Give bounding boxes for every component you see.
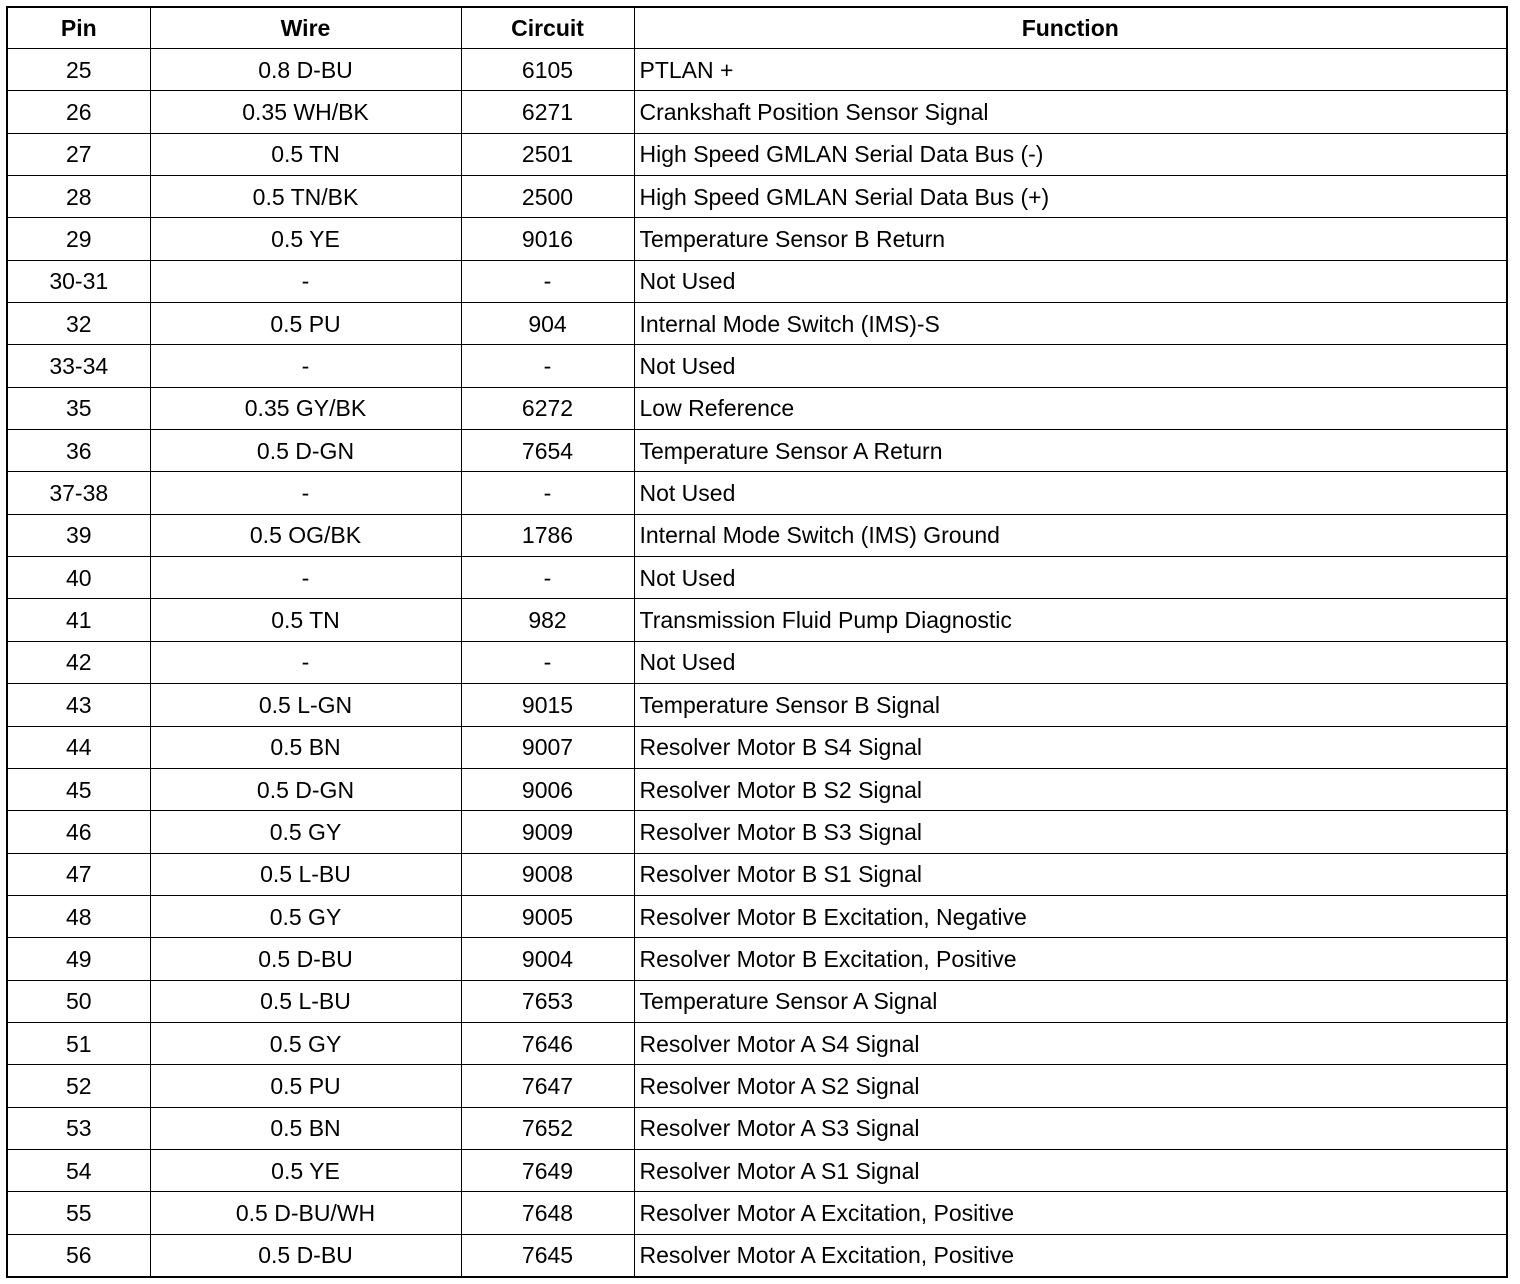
cell-pin: 52 xyxy=(8,1065,150,1107)
cell-circuit: 9009 xyxy=(461,811,634,853)
table-row xyxy=(8,1234,1506,1276)
table-row xyxy=(8,133,1506,175)
cell-function: Not Used xyxy=(634,557,1506,599)
cell-wire: - xyxy=(150,641,461,683)
cell-circuit: 9007 xyxy=(461,726,634,768)
table-row xyxy=(8,1022,1506,1064)
cell-pin: 50 xyxy=(8,980,150,1022)
cell-wire: 0.5 TN xyxy=(150,133,461,175)
cell-wire: 0.8 D-BU xyxy=(150,49,461,91)
cell-function: Temperature Sensor A Return xyxy=(634,430,1506,472)
cell-function: Resolver Motor B S1 Signal xyxy=(634,853,1506,895)
cell-function: Internal Mode Switch (IMS) Ground xyxy=(634,514,1506,556)
table-row xyxy=(8,938,1506,980)
cell-pin: 26 xyxy=(8,91,150,133)
cell-function: High Speed GMLAN Serial Data Bus (-) xyxy=(634,133,1506,175)
cell-wire: 0.5 GY xyxy=(150,1022,461,1064)
cell-wire: 0.5 GY xyxy=(150,811,461,853)
cell-pin: 29 xyxy=(8,218,150,260)
connector-pinout-table-frame xyxy=(6,6,1508,1278)
cell-wire: 0.5 BN xyxy=(150,726,461,768)
cell-function: High Speed GMLAN Serial Data Bus (+) xyxy=(634,176,1506,218)
cell-pin: 51 xyxy=(8,1022,150,1064)
cell-circuit: - xyxy=(461,345,634,387)
cell-function: Temperature Sensor A Signal xyxy=(634,980,1506,1022)
cell-circuit: 2501 xyxy=(461,133,634,175)
cell-circuit: 7645 xyxy=(461,1234,634,1276)
cell-pin: 41 xyxy=(8,599,150,641)
header-row xyxy=(8,8,1506,49)
cell-wire: 0.35 GY/BK xyxy=(150,387,461,429)
cell-wire: 0.5 TN xyxy=(150,599,461,641)
cell-pin: 46 xyxy=(8,811,150,853)
cell-circuit: 7652 xyxy=(461,1107,634,1149)
cell-wire: 0.5 D-GN xyxy=(150,430,461,472)
cell-pin: 48 xyxy=(8,895,150,937)
cell-pin: 44 xyxy=(8,726,150,768)
cell-pin: 32 xyxy=(8,303,150,345)
table-row xyxy=(8,980,1506,1022)
cell-function: Low Reference xyxy=(634,387,1506,429)
cell-function: Not Used xyxy=(634,641,1506,683)
cell-wire: 0.5 TN/BK xyxy=(150,176,461,218)
table-row xyxy=(8,345,1506,387)
cell-function: Not Used xyxy=(634,472,1506,514)
cell-pin: 56 xyxy=(8,1234,150,1276)
cell-function: Resolver Motor B Excitation, Negative xyxy=(634,895,1506,937)
cell-function: Temperature Sensor B Return xyxy=(634,218,1506,260)
table-row xyxy=(8,811,1506,853)
cell-wire: 0.5 YE xyxy=(150,218,461,260)
cell-pin: 30-31 xyxy=(8,260,150,302)
cell-pin: 47 xyxy=(8,853,150,895)
table-row xyxy=(8,599,1506,641)
cell-wire: 0.5 BN xyxy=(150,1107,461,1149)
cell-circuit: 7649 xyxy=(461,1149,634,1191)
cell-wire: 0.5 D-BU/WH xyxy=(150,1192,461,1234)
cell-pin: 40 xyxy=(8,557,150,599)
cell-circuit: 6271 xyxy=(461,91,634,133)
cell-circuit: 9004 xyxy=(461,938,634,980)
table-row xyxy=(8,303,1506,345)
table-row xyxy=(8,218,1506,260)
header-circuit: Circuit xyxy=(461,8,634,49)
cell-wire: 0.5 L-BU xyxy=(150,980,461,1022)
cell-wire: - xyxy=(150,260,461,302)
table-row xyxy=(8,49,1506,91)
cell-circuit: 9016 xyxy=(461,218,634,260)
cell-circuit: 7646 xyxy=(461,1022,634,1064)
cell-function: Crankshaft Position Sensor Signal xyxy=(634,91,1506,133)
cell-circuit: 9015 xyxy=(461,684,634,726)
header-function: Function xyxy=(634,8,1506,49)
cell-circuit: 1786 xyxy=(461,514,634,556)
cell-circuit: 2500 xyxy=(461,176,634,218)
cell-circuit: - xyxy=(461,641,634,683)
cell-function: Resolver Motor B Excitation, Positive xyxy=(634,938,1506,980)
cell-wire: 0.5 YE xyxy=(150,1149,461,1191)
cell-wire: 0.5 D-BU xyxy=(150,938,461,980)
cell-function: Resolver Motor B S2 Signal xyxy=(634,768,1506,810)
cell-circuit: 6105 xyxy=(461,49,634,91)
table-row xyxy=(8,514,1506,556)
table-row xyxy=(8,260,1506,302)
table-row xyxy=(8,641,1506,683)
cell-pin: 42 xyxy=(8,641,150,683)
cell-pin: 37-38 xyxy=(8,472,150,514)
cell-function: Resolver Motor B S3 Signal xyxy=(634,811,1506,853)
cell-circuit: 7647 xyxy=(461,1065,634,1107)
cell-wire: 0.5 L-BU xyxy=(150,853,461,895)
cell-wire: - xyxy=(150,472,461,514)
cell-wire: 0.5 D-GN xyxy=(150,768,461,810)
cell-function: Internal Mode Switch (IMS)-S xyxy=(634,303,1506,345)
cell-pin: 54 xyxy=(8,1149,150,1191)
cell-circuit: 7653 xyxy=(461,980,634,1022)
cell-function: Resolver Motor A S2 Signal xyxy=(634,1065,1506,1107)
cell-pin: 27 xyxy=(8,133,150,175)
cell-pin: 55 xyxy=(8,1192,150,1234)
cell-function: Resolver Motor A S1 Signal xyxy=(634,1149,1506,1191)
cell-circuit: 9006 xyxy=(461,768,634,810)
cell-function: Resolver Motor B S4 Signal xyxy=(634,726,1506,768)
cell-pin: 28 xyxy=(8,176,150,218)
cell-pin: 39 xyxy=(8,514,150,556)
table-row xyxy=(8,1149,1506,1191)
cell-function: PTLAN + xyxy=(634,49,1506,91)
table-row xyxy=(8,387,1506,429)
cell-pin: 43 xyxy=(8,684,150,726)
cell-wire: - xyxy=(150,345,461,387)
cell-function: Not Used xyxy=(634,345,1506,387)
cell-function: Resolver Motor A Excitation, Positive xyxy=(634,1192,1506,1234)
header-pin: Pin xyxy=(8,8,150,49)
cell-circuit: - xyxy=(461,260,634,302)
table-row xyxy=(8,430,1506,472)
table-row xyxy=(8,472,1506,514)
table-row xyxy=(8,176,1506,218)
table-row xyxy=(8,684,1506,726)
table-row xyxy=(8,91,1506,133)
table-row xyxy=(8,768,1506,810)
connector-pinout-table xyxy=(8,8,1506,1276)
cell-function: Transmission Fluid Pump Diagnostic xyxy=(634,599,1506,641)
cell-pin: 35 xyxy=(8,387,150,429)
cell-pin: 33-34 xyxy=(8,345,150,387)
cell-circuit: 9005 xyxy=(461,895,634,937)
cell-pin: 53 xyxy=(8,1107,150,1149)
table-row xyxy=(8,1065,1506,1107)
cell-function: Resolver Motor A Excitation, Positive xyxy=(634,1234,1506,1276)
cell-pin: 36 xyxy=(8,430,150,472)
table-row xyxy=(8,557,1506,599)
cell-wire: 0.5 D-BU xyxy=(150,1234,461,1276)
table-row xyxy=(8,853,1506,895)
cell-circuit: 904 xyxy=(461,303,634,345)
cell-circuit: 6272 xyxy=(461,387,634,429)
cell-function: Resolver Motor A S3 Signal xyxy=(634,1107,1506,1149)
cell-wire: - xyxy=(150,557,461,599)
table-row xyxy=(8,895,1506,937)
cell-function: Resolver Motor A S4 Signal xyxy=(634,1022,1506,1064)
table-row xyxy=(8,1192,1506,1234)
cell-wire: 0.5 GY xyxy=(150,895,461,937)
cell-circuit: 7654 xyxy=(461,430,634,472)
cell-wire: 0.5 L-GN xyxy=(150,684,461,726)
cell-wire: 0.5 OG/BK xyxy=(150,514,461,556)
cell-wire: 0.35 WH/BK xyxy=(150,91,461,133)
cell-circuit: - xyxy=(461,557,634,599)
table-row xyxy=(8,726,1506,768)
cell-function: Temperature Sensor B Signal xyxy=(634,684,1506,726)
cell-circuit: 7648 xyxy=(461,1192,634,1234)
cell-circuit: - xyxy=(461,472,634,514)
cell-circuit: 982 xyxy=(461,599,634,641)
cell-function: Not Used xyxy=(634,260,1506,302)
header-wire: Wire xyxy=(150,8,461,49)
cell-wire: 0.5 PU xyxy=(150,303,461,345)
cell-pin: 25 xyxy=(8,49,150,91)
table-row xyxy=(8,1107,1506,1149)
cell-pin: 45 xyxy=(8,768,150,810)
cell-circuit: 9008 xyxy=(461,853,634,895)
cell-pin: 49 xyxy=(8,938,150,980)
cell-wire: 0.5 PU xyxy=(150,1065,461,1107)
